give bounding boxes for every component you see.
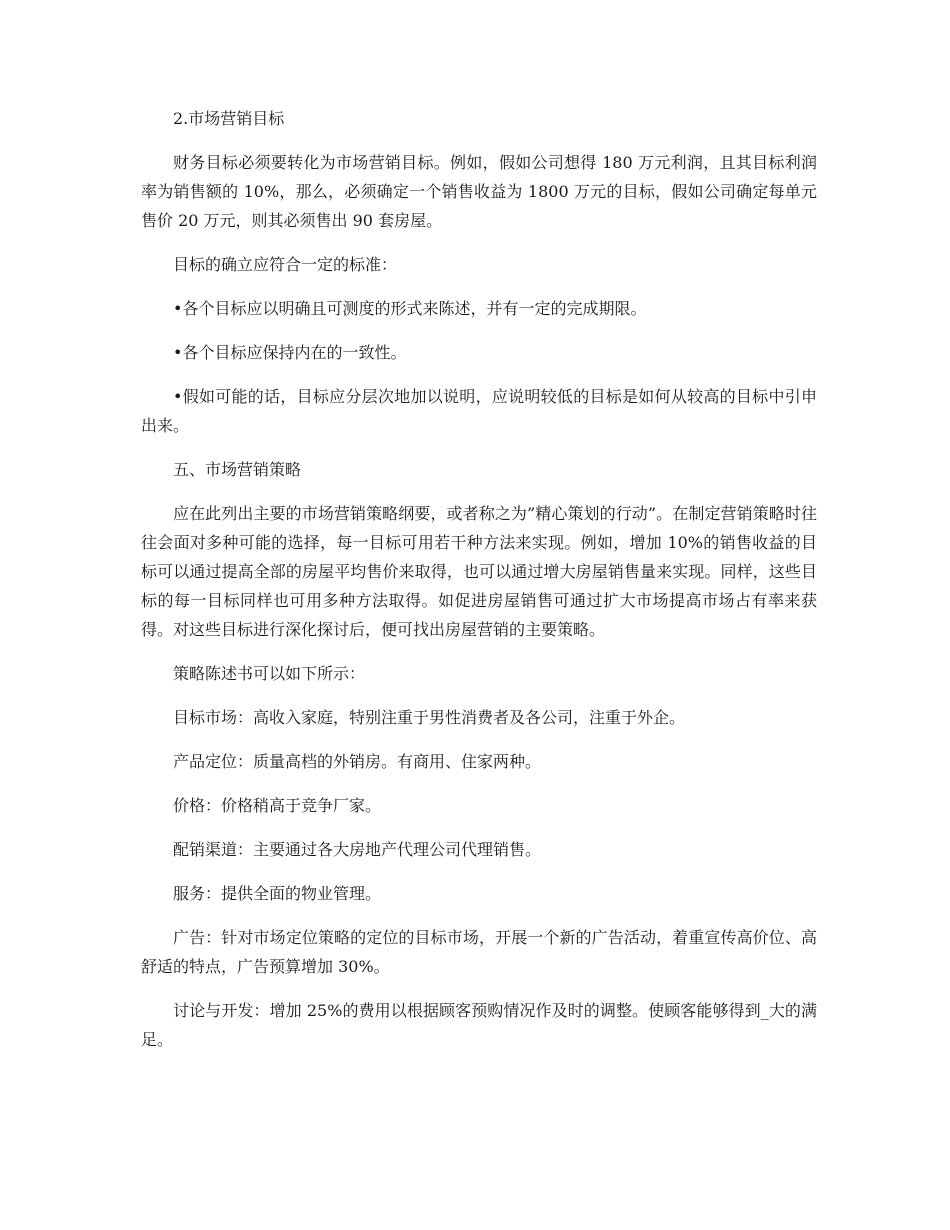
bullet-measurable-goals: •各个目标应以明确且可测度的形式来陈述，并有一定的完成期限。 xyxy=(173,299,647,318)
document-body xyxy=(141,104,817,1069)
paragraph-strategy-statement: 策略陈述书可以如下所示： xyxy=(173,664,366,683)
bullet-consistency: •各个目标应保持内在的一致性。 xyxy=(173,343,407,362)
item-advertising: 广告：针对市场定位策略的定位的目标市场，开展一个新的广告活动，着重宣传高价位、高舒适的特点，广告预算增加 30%。 xyxy=(141,928,817,976)
paragraph-standard-intro: 目标的确立应符合一定的标准： xyxy=(173,255,398,274)
item-product-positioning: 产品定位：质量高档的外销房。有商用、住家两种。 xyxy=(173,752,542,771)
paragraph-financial-goals: 财务目标必须要转化为市场营销目标。例如，假如公司想得 180 万元利润，且其目标利润率为销售额的 10%，那么，必须确定一个销售收益为 1800 万元的目标，假如公司确定每单元售价 20 万元，则其必须售出 90 套房屋。 xyxy=(141,153,817,230)
item-research-development: 讨论与开发：增加 25%的费用以根据顾客预购情况作及时的调整。使顾客能够得到_大的满足。 xyxy=(141,1001,817,1049)
item-target-market: 目标市场：高收入家庭，特别注重于男性消费者及各公司，注重于外企。 xyxy=(173,708,686,727)
section-heading-marketing-strategy: 五、市场营销策略 xyxy=(173,460,302,479)
section-heading-marketing-goals: 2.市场营销目标 xyxy=(173,109,285,128)
paragraph-strategy: 应在此列出主要的市场营销策略纲要，或者称之为”精心策划的行动”。在制定营销策略时往往会面对多种可能的选择，每一目标可用若干种方法来实现。例如，增加 10%的销售收益的目标可以通过提高全部的房屋平均售价来取得，也可以通过增大房屋销售量来实现。同样，这些目标的每一目标同样也可用多种方法取得。如促进房屋销售可通过扩大市场提高市场占有率来获得。对这些目标进行深化探讨后，便可找出房屋营销的主要策略。 xyxy=(141,504,817,639)
item-distribution-channel: 配销渠道：主要通过各大房地产代理公司代理销售。 xyxy=(173,840,542,859)
item-service: 服务：提供全面的物业管理。 xyxy=(173,884,382,903)
item-price: 价格：价格稍高于竞争厂家。 xyxy=(173,796,382,815)
bullet-hierarchy: •假如可能的话，目标应分层次地加以说明，应说明较低的目标是如何从较高的目标中引申出来。 xyxy=(141,387,817,435)
